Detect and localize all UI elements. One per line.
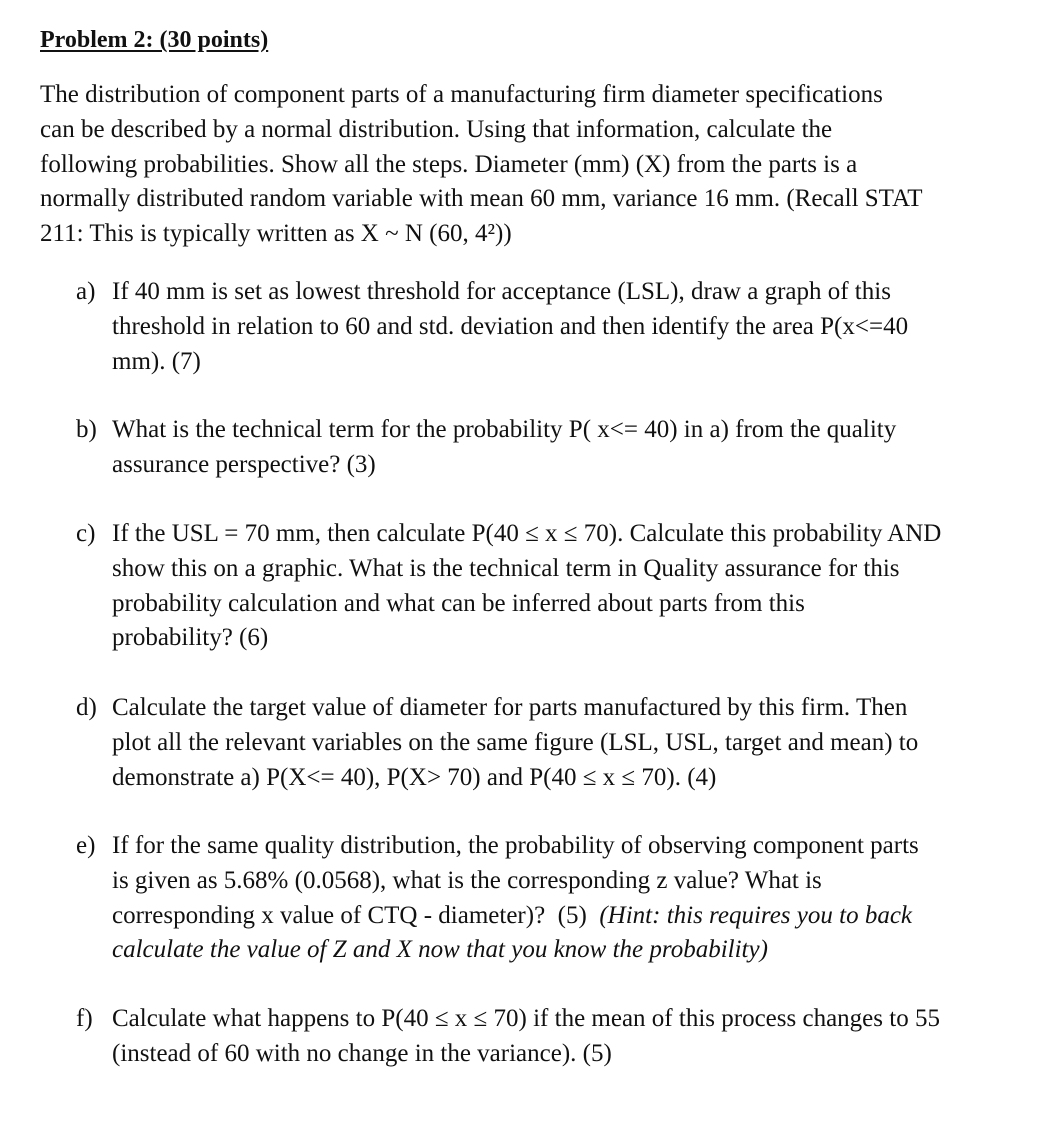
item-line: is given as 5.68% (0.0568), what is the corresponding z value? What is [112, 866, 822, 894]
item-label: f) [76, 1005, 93, 1032]
item-line: threshold in relation to 60 and std. deviation and then identify the area P(x<=40 [112, 312, 909, 340]
item-line: demonstrate a) P(X<= 40), P(X> 70) and P(40 ≤ x ≤ 70). (4) [112, 763, 717, 791]
question-item-a [76, 275, 1036, 379]
item-text [112, 413, 1036, 483]
item-text [112, 517, 1036, 656]
question-item-f [76, 1002, 1036, 1072]
item-text [112, 275, 1036, 379]
item-text [112, 1002, 1036, 1072]
hint-text: calculate the value of Z and X now that you know the probability) [112, 936, 768, 964]
item-line: mm). (7) [112, 347, 201, 375]
item-line: If for the same quality distribution, the probability of observing component parts [112, 832, 919, 859]
intro-line: 211: This is typically written as X ~ N (60, 4²)) [40, 220, 512, 248]
item-label: b) [76, 416, 97, 443]
question-item-b [76, 413, 1036, 483]
item-line: probability calculation and what can be inferred about parts from this [112, 589, 805, 617]
item-line-text: corresponding x value of CTQ - diameter)? (5) [112, 901, 600, 929]
item-line: Calculate what happens to P(40 ≤ x ≤ 70) if the mean of this process changes to 55 [112, 1005, 940, 1032]
item-label: e) [76, 832, 96, 859]
item-line: probability? (6) [112, 624, 269, 652]
intro-line: normally distributed random variable with mean 60 mm, variance 16 mm. (Recall STAT [40, 185, 923, 213]
question-item-c [76, 517, 1036, 656]
question-item-d [76, 691, 1036, 795]
question-item-e [76, 829, 1036, 968]
intro-line: The distribution of component parts of a manufacturing firm diameter specifications [40, 81, 883, 108]
item-label: d) [76, 694, 97, 721]
item-line: Calculate the target value of diameter for parts manufactured by this firm. Then [112, 694, 908, 721]
item-line: assurance perspective? (3) [112, 450, 376, 478]
item-line: plot all the relevant variables on the same figure (LSL, USL, target and mean) to [112, 728, 919, 756]
item-line: If the USL = 70 mm, then calculate P(40 ≤ x ≤ 70). Calculate this probability AND [112, 520, 942, 547]
hint-text: (Hint: this requires you to back [599, 901, 913, 929]
intro-line: following probabilities. Show all the steps. Diameter (mm) (X) from the parts is a [40, 150, 858, 178]
problem-intro [40, 78, 1030, 252]
item-line: If 40 mm is set as lowest threshold for acceptance (LSL), draw a graph of this [112, 278, 891, 305]
item-line: show this on a graphic. What is the technical term in Quality assurance for this [112, 554, 900, 582]
intro-line: can be described by a normal distribution. Using that information, calculate the [40, 115, 833, 143]
item-label: a) [76, 278, 96, 305]
item-text [112, 691, 1036, 795]
item-line: What is the technical term for the probability P( x<= 40) in a) from the quality [112, 416, 897, 443]
item-line [112, 899, 1036, 934]
item-line: (instead of 60 with no change in the variance). (5) [112, 1039, 612, 1067]
problem-heading: Problem 2: (30 points) [40, 27, 269, 53]
item-label: c) [76, 520, 96, 547]
item-text [112, 829, 1036, 968]
